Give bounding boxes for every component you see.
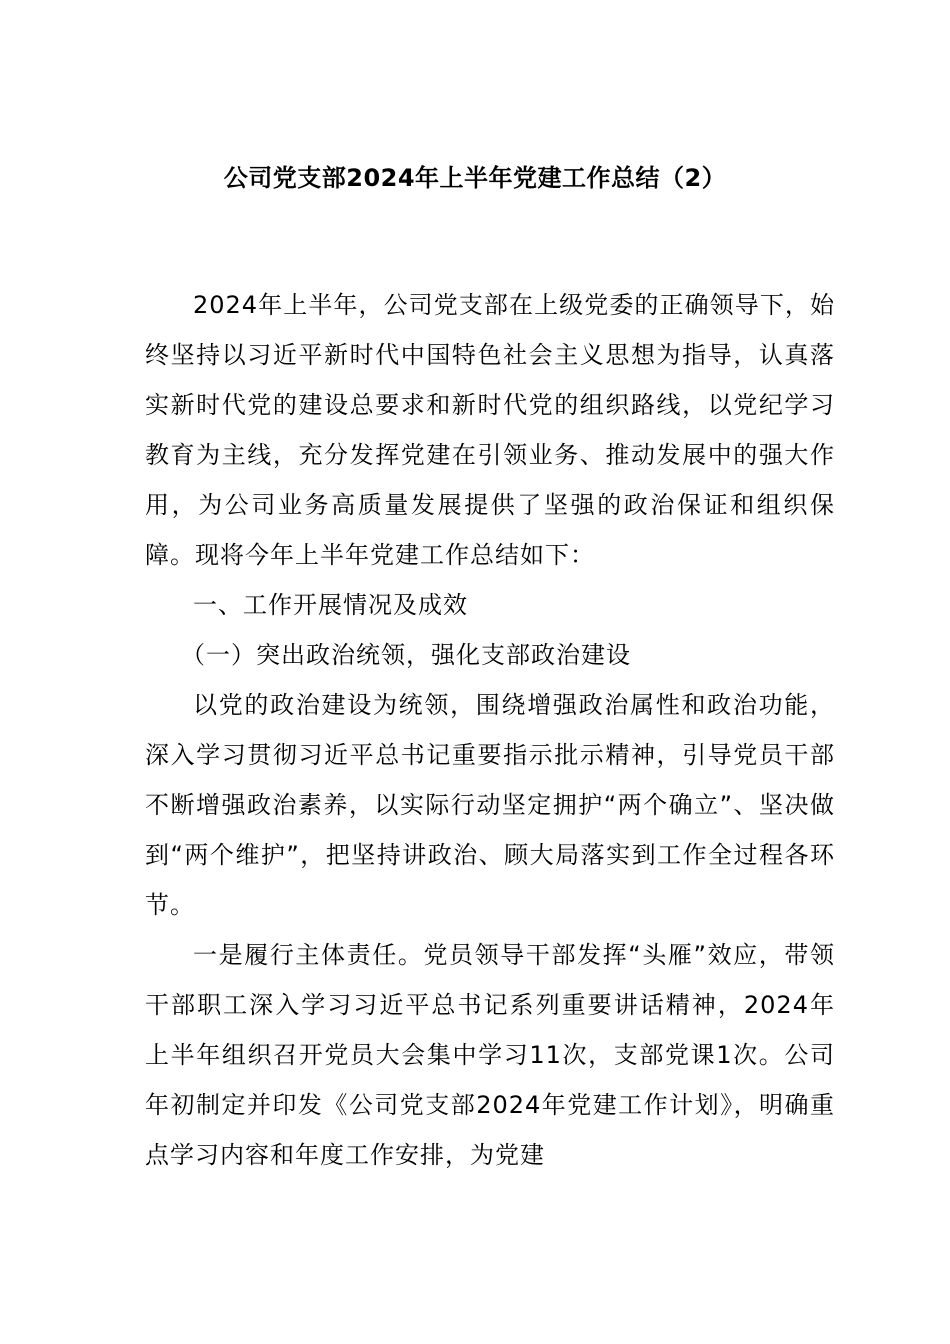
paragraph-intro: 2024年上半年，公司党支部在上级党委的正确领导下，始终坚持以习近平新时代中国特色社会主义思想为指导，认真落实新时代党的建设总要求和新时代党的组织路线，以党纪学习教育为主线，充分发挥党建在引领业务、推动发展中的强大作用，为公司业务高质量发展提供了坚强的政治保证和组织保障。现将今年上半年党建工作总结如下： xyxy=(145,291,835,569)
subsection-heading: （一）突出政治统领，强化支部政治建设 xyxy=(181,641,631,669)
section-heading: 一、工作开展情况及成效 xyxy=(193,591,468,619)
paragraph-main-responsibility: 一是履行主体责任。党员领导干部发挥“头雁”效应，带领干部职工深入学习习近平总书记系列重要讲话精神，2024年上半年组织召开党员大会集中学习11次，支部党课1次。公司年初制定并印发《公司党支部2024年党建工作计划》，明确重点学习内容和年度工作安排，为党建 xyxy=(145,941,835,1169)
paragraph-political-building: 以党的政治建设为统领，围绕增强政治属性和政治功能，深入学习贯彻习近平总书记重要指示批示精神，引导党员干部不断增强政治素养，以实际行动坚定拥护“两个确立”、坚决做到“两个维护”，把坚持讲政治、顾大局落实到工作全过程各环节。 xyxy=(145,691,835,919)
document-body xyxy=(145,280,835,1180)
document-title: 公司党支部2024年上半年党建工作总结（2） xyxy=(223,164,727,192)
